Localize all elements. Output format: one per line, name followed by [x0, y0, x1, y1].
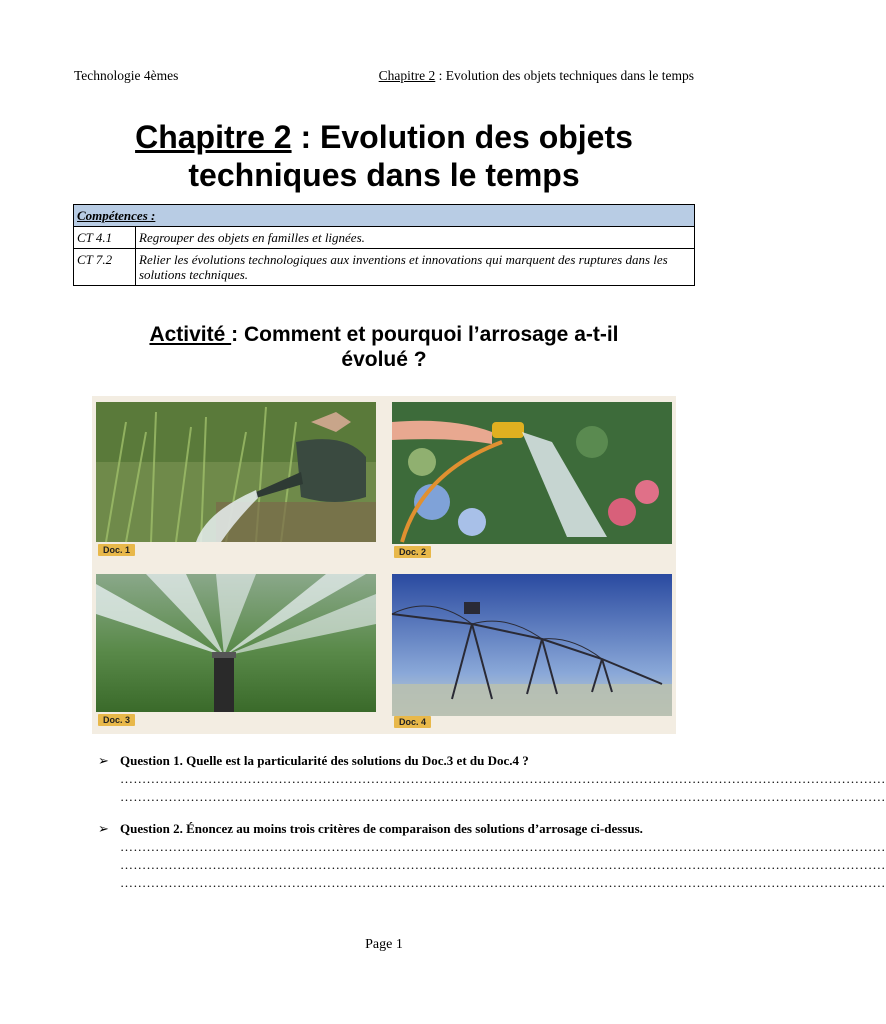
page-title	[60, 118, 708, 194]
photo-watering-can	[96, 402, 376, 542]
doc-tag-4: Doc. 4	[394, 716, 431, 728]
activity-question-2: évolué ?	[341, 348, 427, 371]
title-chapter: Chapitre 2	[135, 119, 292, 155]
competence-text: Regrouper des objets en familles et lignées.	[136, 227, 695, 249]
arrow-bullet-icon: ➢	[98, 821, 109, 836]
table-row	[74, 249, 695, 286]
question-2-text: Question 2. Énoncez au moins trois critères de comparaison des solutions d’arrosage ci-dessus.	[120, 821, 643, 836]
photo-lawn-sprinkler	[96, 574, 376, 712]
competences-table	[73, 204, 695, 286]
question-2	[98, 820, 886, 892]
header-subject: Technologie 4èmes	[74, 68, 179, 83]
header-chapter-title: : Evolution des objets techniques dans le temps	[435, 68, 694, 83]
question-1-text: Question 1. Quelle est la particularité des solutions du Doc.3 et du Doc.4 ?	[120, 753, 529, 768]
page-number: Page 1	[365, 937, 403, 952]
title-rest-1: : Evolution des objets	[291, 119, 633, 155]
photo-garden-hose	[392, 402, 672, 544]
answer-line[interactable]: …………………………………………………………………………………………………………………………………………………………	[120, 771, 886, 786]
table-row	[74, 227, 695, 249]
question-1	[98, 752, 886, 806]
photo-grid	[92, 396, 676, 734]
answer-line[interactable]: …………………………………………………………………………………………………………………………………………………………	[120, 789, 886, 804]
competence-code: CT 4.1	[74, 227, 136, 249]
competences-heading: Compétences :	[74, 205, 695, 227]
activity-label: Activité	[149, 323, 232, 346]
activity-heading	[80, 322, 688, 372]
answer-line[interactable]: …………………………………………………………………………………………………………………………………………………………	[120, 875, 886, 890]
arrow-bullet-icon: ➢	[98, 753, 109, 768]
photo-center-pivot	[392, 574, 672, 716]
doc-tag-3: Doc. 3	[98, 714, 135, 726]
page-header	[74, 68, 694, 86]
answer-line[interactable]: …………………………………………………………………………………………………………………………………………………………	[120, 839, 886, 854]
header-chapter-number: Chapitre 2	[378, 68, 436, 83]
header-chapter	[379, 68, 694, 84]
doc-tag-2: Doc. 2	[394, 546, 431, 558]
answer-line[interactable]: …………………………………………………………………………………………………………………………………………………………	[120, 857, 886, 872]
competence-text: Relier les évolutions technologiques aux inventions et innovations qui marquent des ruptures dans les solutions techniques.	[136, 249, 695, 286]
doc-tag-1: Doc. 1	[98, 544, 135, 556]
competence-code: CT 7.2	[74, 249, 136, 286]
title-rest-2: techniques dans le temps	[188, 157, 580, 193]
activity-question-1: : Comment et pourquoi l’arrosage a-t-il	[231, 323, 619, 346]
